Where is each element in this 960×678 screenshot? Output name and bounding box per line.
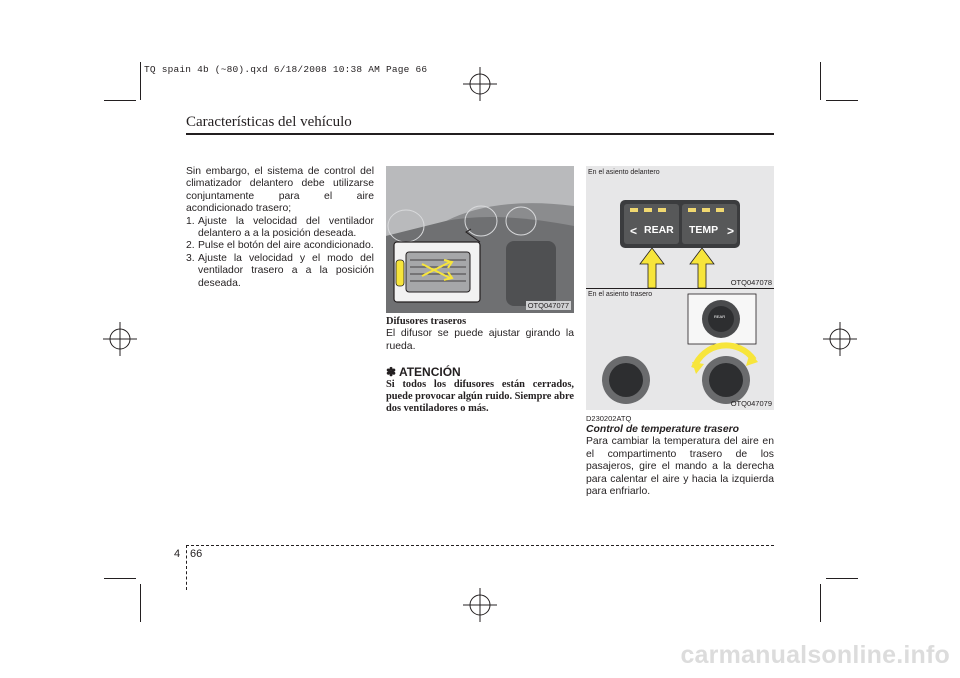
registration-mark-icon <box>463 67 497 101</box>
registration-mark-icon <box>103 322 137 356</box>
rear-knob-label: REAR <box>714 314 726 319</box>
body-paragraph: El difusor se puede ajustar girando la rueda. <box>386 328 574 352</box>
crop-mark <box>826 578 858 579</box>
crop-mark <box>820 584 821 622</box>
rear-control-figure <box>586 166 774 410</box>
page-number: 66 <box>190 548 203 560</box>
list-item <box>186 253 374 290</box>
chapter-title: Características del vehículo <box>186 114 352 130</box>
list-item <box>186 240 374 252</box>
crop-mark <box>826 100 858 101</box>
intro-paragraph: Sin embargo, el sistema de control del climatizador delantero debe utilizarse conjuntamente para el aire acondicionado trasero; <box>186 166 374 215</box>
section-heading: Difusores traseros <box>386 316 467 327</box>
crop-mark <box>104 100 136 101</box>
step-text: Pulse el botón del aire acondicionado. <box>198 240 374 252</box>
left-column <box>186 166 374 290</box>
svg-text:<: < <box>630 224 638 238</box>
list-item <box>186 216 374 241</box>
figure-code: OTQ047079 <box>730 399 772 408</box>
step-number: 1. <box>186 215 195 227</box>
print-slug: TQ spain 4b (~80).qxd 6/18/2008 10:38 AM Page 66 <box>144 64 428 75</box>
section-heading: Control de temperature trasero <box>586 424 740 435</box>
front-rear-temp-buttons-illustration <box>586 166 774 288</box>
figure-code: OTQ047077 <box>527 301 569 310</box>
rear-vent-illustration <box>386 166 574 313</box>
figure-caption: En el asiento trasero <box>588 291 653 298</box>
section-code: D230202ATQ <box>586 414 632 423</box>
registration-mark-icon <box>463 588 497 622</box>
step-number: 3. <box>186 252 195 264</box>
body-paragraph: Para cambiar la temperatura del aire en el compartimento trasero de los pasajeros, gire el mando a la derecha para calentar el aire y hacia la izquierda para enfriarlo. <box>586 436 774 498</box>
svg-text:>: > <box>727 224 735 238</box>
chapter-number: 4 <box>174 548 181 560</box>
crop-mark <box>140 584 141 622</box>
crop-mark <box>104 578 136 579</box>
crop-mark <box>140 62 141 100</box>
rear-seat-knobs-illustration <box>586 288 774 410</box>
temp-button-label: TEMP <box>689 224 719 236</box>
footer-divider <box>186 545 187 590</box>
footer-rule <box>186 545 774 546</box>
figure-caption: En el asiento delantero <box>588 169 660 176</box>
rear-vent-figure <box>386 166 574 313</box>
middle-column <box>386 316 574 416</box>
figure-code: OTQ047078 <box>730 278 772 287</box>
caution-title: ✽ ATENCIÓN <box>386 365 461 380</box>
rear-button-label: REAR <box>644 224 674 236</box>
step-text: Ajuste la velocidad del ventilador delantero a a la posición deseada. <box>198 215 374 240</box>
header-rule <box>186 133 774 135</box>
step-text: Ajuste la velocidad y el modo del ventilador trasero a a la posición deseada. <box>198 252 374 289</box>
watermark: carmanualsonline.info <box>680 641 950 669</box>
steps-list <box>186 216 374 290</box>
caution-body: Si todos los difusores están cerrados, puede provocar algún ruido. Siempre abre dos ventiladores o más. <box>386 378 575 415</box>
right-column <box>586 413 774 498</box>
step-number: 2. <box>186 240 195 252</box>
crop-mark <box>820 62 821 100</box>
registration-mark-icon <box>823 322 857 356</box>
